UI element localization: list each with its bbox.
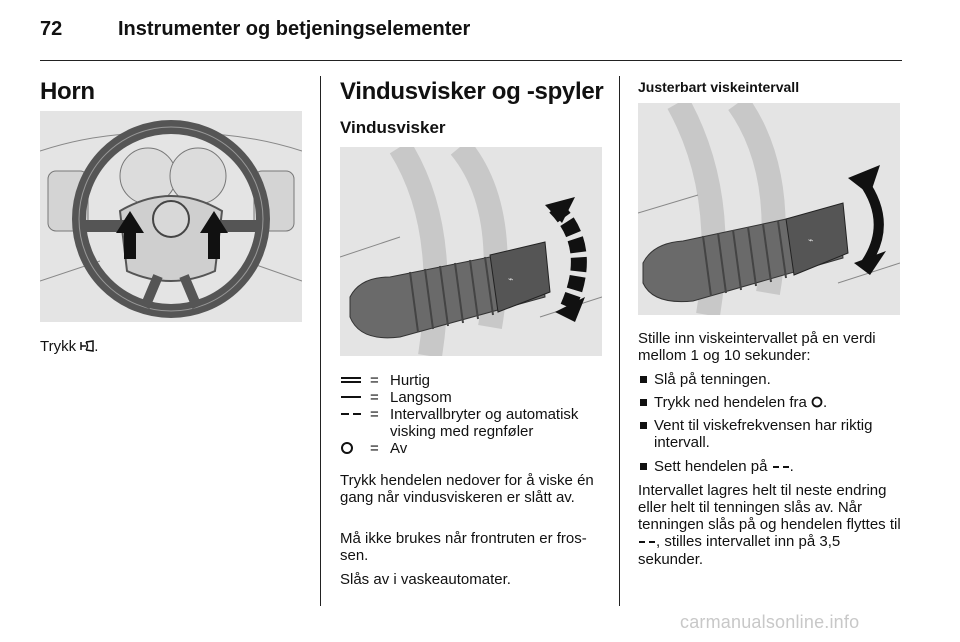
legend-row — [340, 372, 605, 389]
legend-row — [340, 389, 605, 406]
circle-icon — [811, 395, 823, 412]
legend-eq: = — [370, 406, 379, 423]
bullet-item — [640, 417, 905, 451]
legend-eq: = — [370, 440, 379, 457]
bullet-text: Vent til viskefrekvensen har riktig intervall. — [654, 417, 873, 451]
dashed-line-icon — [772, 459, 790, 476]
header-rule — [40, 60, 902, 61]
column-divider-2 — [619, 76, 620, 606]
bullet-item — [640, 394, 905, 412]
page-header — [40, 18, 920, 44]
page-title: Instrumenter og betjeningselementer — [118, 18, 471, 40]
legend-eq: = — [370, 389, 379, 406]
bullet-prefix: Sett hendelen på — [654, 458, 768, 475]
bullet-item — [640, 371, 905, 388]
bullet-text: Slå på tenningen. — [654, 371, 771, 388]
bullet-prefix: Trykk ned hendelen fra — [654, 394, 807, 411]
single-line-icon — [340, 389, 362, 406]
svg-text:⌁: ⌁ — [808, 235, 814, 245]
wiper-subheading: Vindusvisker — [340, 118, 446, 137]
bullet-suffix: . — [823, 394, 828, 411]
horn-heading: Horn — [40, 78, 95, 105]
bullet-text — [654, 394, 905, 412]
interval-paragraph-suffix: , stilles intervallet inn på 3,5 sekunder. — [638, 533, 841, 568]
bullet-suffix: . — [789, 458, 794, 475]
legend-eq: = — [370, 372, 379, 389]
double-line-icon — [340, 372, 362, 389]
page-number: 72 — [40, 18, 63, 40]
svg-text:⌁: ⌁ — [508, 274, 514, 284]
wiper-interval-illustration — [638, 103, 900, 315]
interval-paragraph-prefix: Intervallet lagres helt til neste endring eller helt til tenningen slås av. Når tenningen slås på og hendelen flyttes til — [638, 482, 901, 533]
horn-caption — [40, 338, 98, 356]
column-divider-1 — [320, 76, 321, 606]
wiper-legend — [340, 372, 605, 457]
bullet-item — [640, 458, 905, 476]
wiper-paragraph-1: Trykk hendelen nedover for å viske én gang når vindusviskeren er slått av. — [340, 472, 594, 506]
wiper-paragraph-2: Må ikke brukes når frontruten er fros-sen. — [340, 530, 587, 564]
wiper-heading: Vindusvisker og -spyler — [340, 78, 604, 105]
bullet-text — [654, 458, 905, 476]
dashed-line-icon — [638, 534, 656, 551]
interval-paragraph — [638, 482, 906, 568]
legend-row — [340, 406, 605, 440]
wiper-paragraph-3: Slås av i vaskeautomater. — [340, 571, 511, 588]
watermark: carmanualsonline.info — [680, 612, 860, 632]
legend-text: Intervallbryter og automatisk visking med regnføler — [390, 406, 579, 440]
horn-icon — [80, 339, 94, 356]
wiper-lever-illustration — [340, 147, 602, 356]
horn-caption-suffix: . — [94, 338, 99, 355]
dashed-line-icon — [340, 406, 362, 423]
bullet-square — [640, 376, 647, 383]
bullet-square — [640, 422, 647, 429]
bullet-square — [640, 399, 647, 406]
bullet-square — [640, 463, 647, 470]
legend-text: Hurtig — [390, 372, 431, 389]
legend-text: Av — [390, 440, 408, 457]
legend-text: Langsom — [390, 389, 452, 406]
legend-row — [340, 440, 605, 457]
horn-caption-prefix: Trykk — [40, 338, 77, 355]
steering-wheel-illustration — [40, 111, 302, 322]
interval-heading: Justerbart viskeintervall — [638, 79, 800, 95]
interval-intro: Stille inn viskeintervallet på en verdi mellom 1 og 10 sekunder: — [638, 330, 876, 364]
circle-icon — [340, 440, 362, 457]
